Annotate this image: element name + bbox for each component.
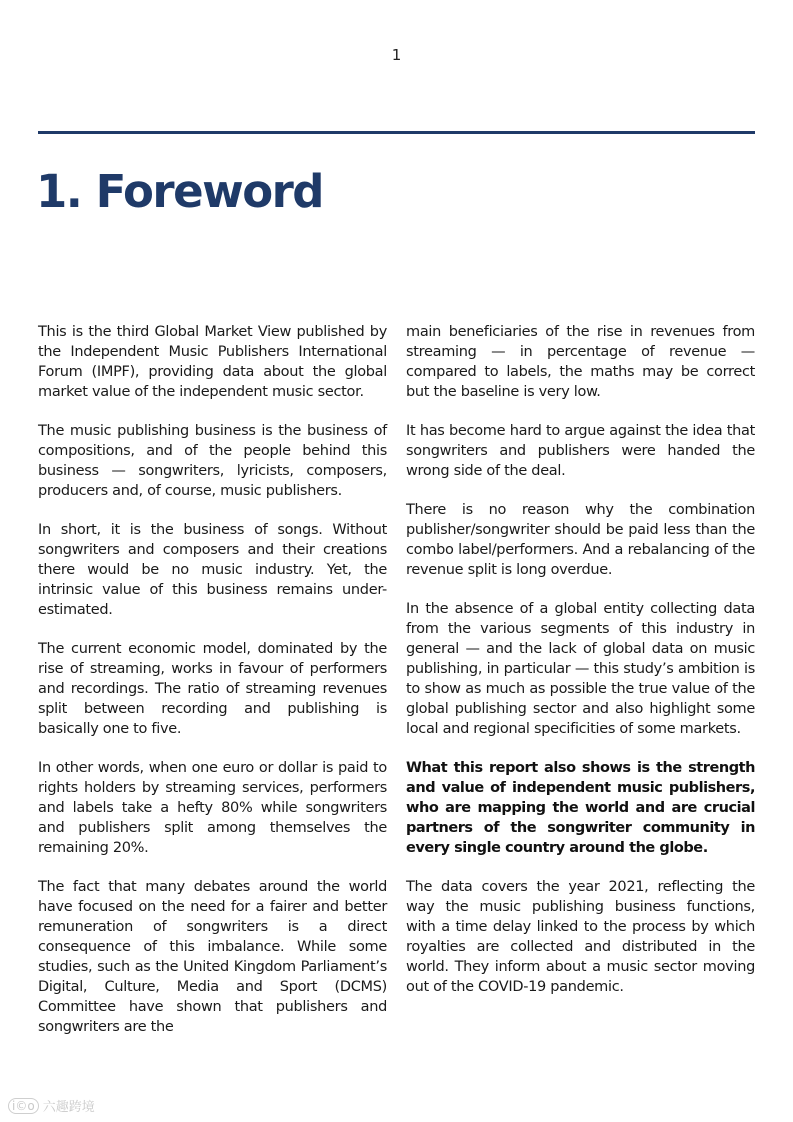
paragraph: The music publishing business is the business of compositions, and of the people behind this business — songwriters, lyricists, composers, producers and, of course, music publishers.: [38, 423, 387, 499]
paragraph: The data covers the year 2021, reflecting the way the music publishing business functions, with a time delay linked to the process by which royalties are collected and distributed in the world. They inform about a music sector moving out of the COVID-19 pandemic.: [406, 879, 755, 995]
paragraph: The fact that many debates around the world have focused on the need for a fairer and better remuneration of songwriters is a direct consequence of this imbalance. While some studies, such as the United Kingdom Parliament’s Digital, Culture, Media and Sport (DCMS) Committee have shown that publishers and songwriters are the: [38, 879, 387, 1035]
watermark-text: 六趣跨境: [42, 1100, 95, 1115]
right-column: [406, 322, 755, 1016]
watermark-logo-icon: i©o: [8, 1098, 39, 1114]
paragraph: This is the third Global Market View published by the Independent Music Publishers International Forum (IMPF), providing data about the global market value of the independent music sector.: [38, 324, 387, 400]
paragraph: There is no reason why the combination publisher/songwriter should be paid less than the combo label/performers. And a rebalancing of the revenue split is long overdue.: [406, 502, 755, 578]
header-divider: [38, 131, 755, 134]
watermark: [8, 1096, 95, 1115]
paragraph: main beneficiaries of the rise in revenues from streaming — in percentage of revenue — compared to labels, the maths may be correct but the baseline is very low.: [406, 324, 755, 400]
page-title: 1. Foreword: [36, 165, 324, 218]
highlight-paragraph: What this report also shows is the strength and value of independent music publishers, who are mapping the world and are crucial partners of the songwriter community in every single country around the globe.: [406, 760, 755, 856]
page-number: 1: [391, 46, 402, 64]
paragraph: It has become hard to argue against the idea that songwriters and publishers were handed the wrong side of the deal.: [406, 423, 755, 479]
paragraph: In the absence of a global entity collecting data from the various segments of this industry in general — and the lack of global data on music publishing, in particular — this study’s ambition is to show as much as possible the true value of the global publishing sector and also highlight some local and regional specificities of some markets.: [406, 601, 755, 737]
paragraph: In short, it is the business of songs. Without songwriters and composers and their creations there would be no music industry. Yet, the intrinsic value of this business remains under-estimated.: [38, 522, 387, 618]
paragraph: The current economic model, dominated by the rise of streaming, works in favour of performers and recordings. The ratio of streaming revenues split between recording and publishing is basically one to five.: [38, 641, 387, 737]
paragraph: In other words, when one euro or dollar is paid to rights holders by streaming services, performers and labels take a hefty 80% while songwriters and publishers split among themselves the remaining 20%.: [38, 760, 387, 856]
left-column: [38, 322, 387, 1056]
